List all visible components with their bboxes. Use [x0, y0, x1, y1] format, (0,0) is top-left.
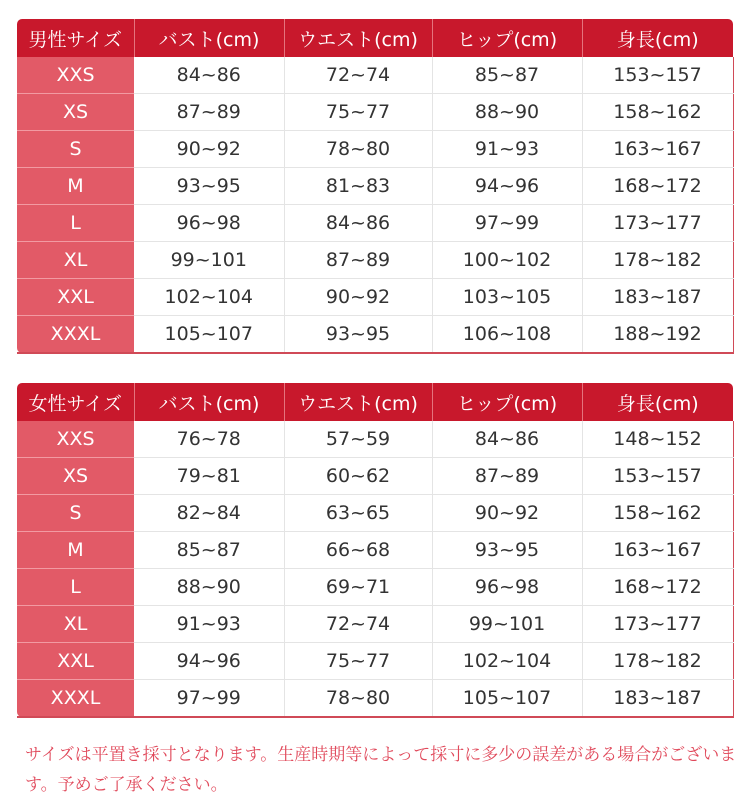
waist-value: 87~89 — [284, 242, 432, 279]
waist-value: 78~80 — [284, 680, 432, 718]
table-row — [17, 495, 733, 532]
height-value: 188~192 — [582, 316, 733, 354]
hip-value: 99~101 — [432, 606, 582, 643]
size-label: S — [17, 131, 134, 168]
header-size-type: 男性サイズ — [17, 19, 134, 57]
bust-value: 97~99 — [134, 680, 284, 718]
hip-value: 93~95 — [432, 532, 582, 569]
waist-value: 81~83 — [284, 168, 432, 205]
bust-value: 79~81 — [134, 458, 284, 495]
hip-value: 88~90 — [432, 94, 582, 131]
waist-value: 78~80 — [284, 131, 432, 168]
size-label: XS — [17, 94, 134, 131]
size-label: M — [17, 168, 134, 205]
height-value: 168~172 — [582, 168, 733, 205]
bust-value: 93~95 — [134, 168, 284, 205]
men-size-table — [17, 19, 734, 354]
bust-value: 90~92 — [134, 131, 284, 168]
size-label: XXXL — [17, 680, 134, 718]
table-row — [17, 131, 733, 168]
waist-value: 57~59 — [284, 421, 432, 458]
hip-value: 97~99 — [432, 205, 582, 242]
table-row — [17, 643, 733, 680]
header-waist: ウエスト(cm) — [284, 19, 432, 57]
table-row — [17, 316, 733, 354]
height-value: 153~157 — [582, 458, 733, 495]
table-row — [17, 606, 733, 643]
bust-value: 85~87 — [134, 532, 284, 569]
hip-value: 102~104 — [432, 643, 582, 680]
size-label: XXL — [17, 643, 134, 680]
size-label: M — [17, 532, 134, 569]
height-value: 183~187 — [582, 279, 733, 316]
bust-value: 82~84 — [134, 495, 284, 532]
table-row — [17, 680, 733, 718]
hip-value: 100~102 — [432, 242, 582, 279]
height-value: 178~182 — [582, 242, 733, 279]
waist-value: 66~68 — [284, 532, 432, 569]
bust-value: 87~89 — [134, 94, 284, 131]
table-row — [17, 94, 733, 131]
hip-value: 84~86 — [432, 421, 582, 458]
waist-value: 75~77 — [284, 643, 432, 680]
height-value: 173~177 — [582, 606, 733, 643]
sizing-note: サイズは平置き採寸となります。生産時期等によって採寸に多少の誤差がある場合がございます。予めご了承ください。 — [25, 745, 737, 795]
bust-value: 94~96 — [134, 643, 284, 680]
bust-value: 91~93 — [134, 606, 284, 643]
header-hip: ヒップ(cm) — [432, 19, 582, 57]
bust-value: 99~101 — [134, 242, 284, 279]
waist-value: 69~71 — [284, 569, 432, 606]
size-label: XS — [17, 458, 134, 495]
waist-value: 60~62 — [284, 458, 432, 495]
bust-value: 84~86 — [134, 57, 284, 94]
hip-value: 106~108 — [432, 316, 582, 354]
hip-value: 85~87 — [432, 57, 582, 94]
bust-value: 88~90 — [134, 569, 284, 606]
height-value: 178~182 — [582, 643, 733, 680]
header-waist: ウエスト(cm) — [284, 383, 432, 421]
header-height: 身長(cm) — [582, 383, 733, 421]
height-value: 163~167 — [582, 131, 733, 168]
height-value: 168~172 — [582, 569, 733, 606]
hip-value: 105~107 — [432, 680, 582, 718]
height-value: 153~157 — [582, 57, 733, 94]
waist-value: 63~65 — [284, 495, 432, 532]
size-label: L — [17, 569, 134, 606]
header-size-type: 女性サイズ — [17, 383, 134, 421]
waist-value: 72~74 — [284, 606, 432, 643]
waist-value: 90~92 — [284, 279, 432, 316]
size-label: S — [17, 495, 134, 532]
size-label: XXXL — [17, 316, 134, 354]
height-value: 158~162 — [582, 94, 733, 131]
size-label: XXL — [17, 279, 134, 316]
hip-value: 91~93 — [432, 131, 582, 168]
table-row — [17, 458, 733, 495]
hip-value: 103~105 — [432, 279, 582, 316]
women-size-table — [17, 383, 734, 718]
height-value: 183~187 — [582, 680, 733, 718]
table-row — [17, 205, 733, 242]
hip-value: 90~92 — [432, 495, 582, 532]
table-row — [17, 168, 733, 205]
bust-value: 102~104 — [134, 279, 284, 316]
hip-value: 96~98 — [432, 569, 582, 606]
table-row — [17, 569, 733, 606]
height-value: 158~162 — [582, 495, 733, 532]
header-height: 身長(cm) — [582, 19, 733, 57]
hip-value: 94~96 — [432, 168, 582, 205]
bust-value: 96~98 — [134, 205, 284, 242]
size-label: L — [17, 205, 134, 242]
height-value: 173~177 — [582, 205, 733, 242]
header-bust: バスト(cm) — [134, 19, 284, 57]
bust-value: 76~78 — [134, 421, 284, 458]
waist-value: 93~95 — [284, 316, 432, 354]
height-value: 148~152 — [582, 421, 733, 458]
header-hip: ヒップ(cm) — [432, 383, 582, 421]
size-label: XXS — [17, 57, 134, 94]
height-value: 163~167 — [582, 532, 733, 569]
table-row — [17, 57, 733, 94]
size-label: XL — [17, 242, 134, 279]
table-row — [17, 242, 733, 279]
table-header-row — [17, 383, 733, 421]
table-row — [17, 421, 733, 458]
hip-value: 87~89 — [432, 458, 582, 495]
table-row — [17, 532, 733, 569]
waist-value: 72~74 — [284, 57, 432, 94]
table-row — [17, 279, 733, 316]
header-bust: バスト(cm) — [134, 383, 284, 421]
size-label: XXS — [17, 421, 134, 458]
waist-value: 84~86 — [284, 205, 432, 242]
bust-value: 105~107 — [134, 316, 284, 354]
waist-value: 75~77 — [284, 94, 432, 131]
table-header-row — [17, 19, 733, 57]
size-label: XL — [17, 606, 134, 643]
